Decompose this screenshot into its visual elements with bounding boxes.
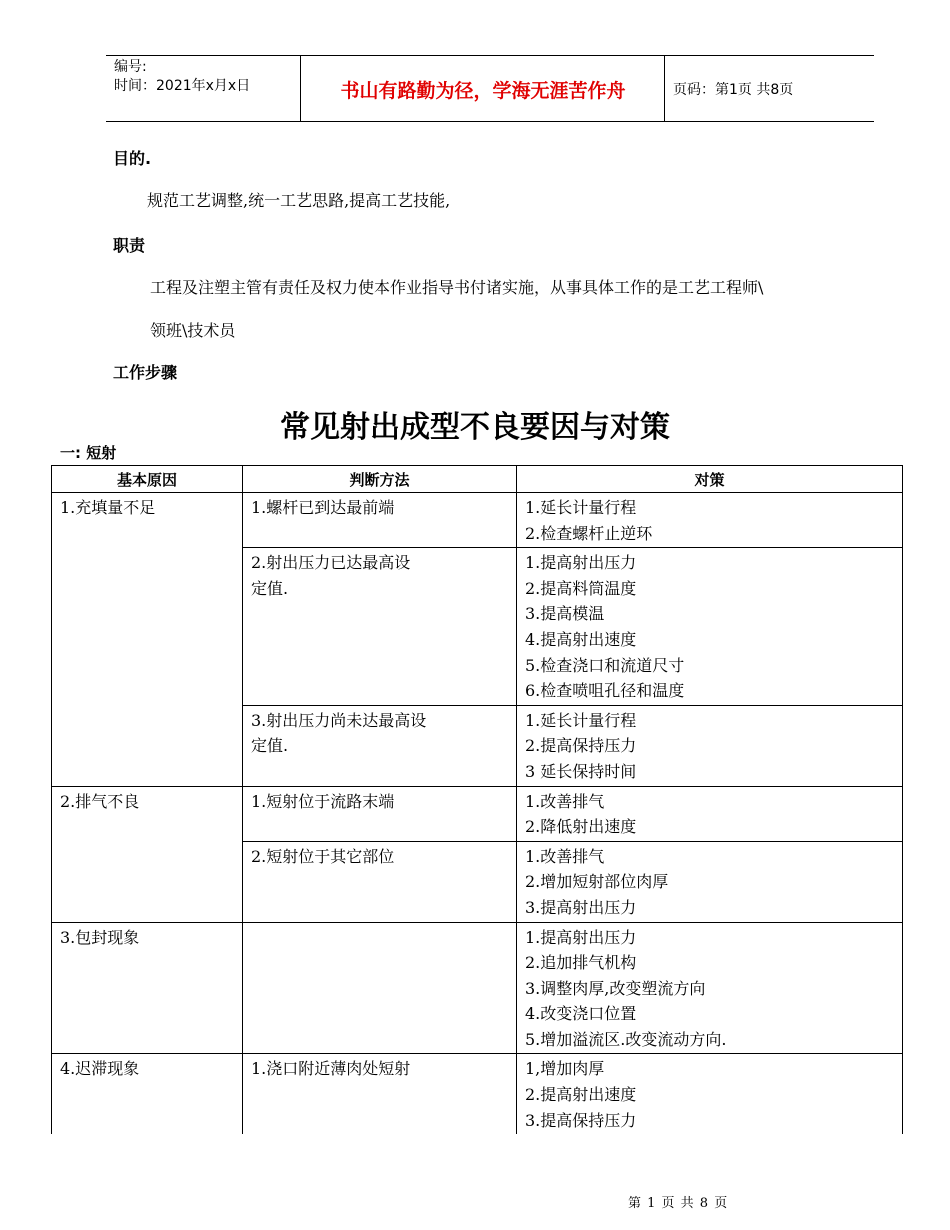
subsection-heading: 一: 短射 <box>60 444 117 462</box>
method-cell <box>243 922 517 1054</box>
header-divider-2 <box>664 56 665 121</box>
header-meta <box>114 58 250 96</box>
header-bottom-rule <box>106 121 874 122</box>
method-text: 1.螺杆已到达最前端 <box>251 498 395 517</box>
method-cell <box>243 705 517 786</box>
method-cell <box>243 841 517 922</box>
measure-item: 1.延长计量行程 <box>525 498 637 517</box>
method-text: 定值. <box>251 578 289 598</box>
method-cell <box>243 548 517 706</box>
method-text: 1.短射位于流路末端 <box>251 791 395 811</box>
measures-cell <box>517 841 903 922</box>
table-row <box>52 493 903 548</box>
method-text: 定值. <box>251 736 289 756</box>
header-page-number: 页码：第1页 共8页 <box>673 82 794 98</box>
measure-item: 1,增加肉厚 <box>525 1059 605 1079</box>
method-text: 2.短射位于其它部位 <box>251 846 395 866</box>
measure-item: 5.检查浇口和流道尺寸 <box>525 655 685 675</box>
header-divider-1 <box>300 56 301 121</box>
cause-cell <box>52 922 243 1054</box>
method-text: 3.射出压力尚未达最高设 <box>251 710 427 730</box>
measure-item: 3.调整肉厚,改变塑流方向 <box>525 978 706 998</box>
measures-cell <box>517 705 903 786</box>
measure-item: 2.提高射出速度 <box>525 1085 637 1105</box>
page-footer: 第 1 页 共 8 页 <box>628 1196 729 1211</box>
column-header-measures: 对策 <box>517 466 903 493</box>
duty-heading: 职责 <box>113 236 146 255</box>
measure-item: 6.检查喷咀孔径和温度 <box>525 681 685 701</box>
measure-item: 4.改变浇口位置 <box>525 1004 637 1024</box>
table-row <box>52 786 903 841</box>
method-text: 1.浇口附近薄肉处短射 <box>251 1059 411 1079</box>
defect-countermeasure-table <box>51 465 903 1134</box>
measure-item: 2.降低射出速度 <box>525 817 637 837</box>
method-cell <box>243 493 517 548</box>
cause-text: 4.迟滞现象 <box>60 1059 140 1079</box>
method-cell <box>243 1054 517 1134</box>
cause-cell <box>52 786 243 922</box>
header-top-rule <box>106 55 874 56</box>
measure-item: 1.改善排气 <box>525 791 605 811</box>
column-header-cause: 基本原因 <box>52 466 243 493</box>
steps-heading: 工作步骤 <box>113 363 178 382</box>
cause-cell <box>52 493 243 787</box>
measure-item: 4.提高射出速度 <box>525 629 637 649</box>
measure-item: 3.提高射出压力 <box>525 897 637 917</box>
measure-item: 2.增加短射部位肉厚 <box>525 872 669 892</box>
table-header-row <box>52 466 903 493</box>
measures-cell <box>517 548 903 706</box>
document-number-label: 编号: <box>114 59 147 75</box>
measure-item: 3.提高模温 <box>525 604 605 624</box>
measure-item: 1.提高射出压力 <box>525 927 637 947</box>
measure-item: 1.改善排气 <box>525 846 605 866</box>
measures-cell <box>517 786 903 841</box>
measure-item: 3 延长保持时间 <box>525 761 637 781</box>
measure-item: 2.检查螺杆止逆环 <box>525 523 653 543</box>
measure-item: 2.提高保持压力 <box>525 736 637 756</box>
cause-text: 3.包封现象 <box>60 927 140 947</box>
measure-item: 1.延长计量行程 <box>525 710 637 730</box>
document-time-label: 时间：2021年x月x日 <box>114 78 251 94</box>
measures-cell <box>517 922 903 1054</box>
duty-text-line2: 领班\技术员 <box>150 321 236 340</box>
table-row <box>52 922 903 1054</box>
document-title: 常见射出成型不良要因与对策 <box>280 410 670 445</box>
method-text: 2.射出压力已达最高设 <box>251 553 411 573</box>
measures-cell <box>517 1054 903 1134</box>
cause-cell <box>52 1054 243 1134</box>
purpose-heading: 目的. <box>113 149 152 168</box>
purpose-text: 规范工艺调整,统一工艺思路,提高工艺技能, <box>147 191 451 210</box>
measure-item: 1.提高射出压力 <box>525 553 637 573</box>
cause-text: 2.排气不良 <box>60 791 140 811</box>
measure-item: 2.追加排气机构 <box>525 953 637 973</box>
header-motto: 书山有路勤为径，学海无涯苦作舟 <box>340 80 626 102</box>
measure-item: 2.提高料筒温度 <box>525 578 637 598</box>
method-cell <box>243 786 517 841</box>
column-header-method: 判断方法 <box>243 466 517 493</box>
measure-item: 5.增加溢流区.改变流动方向. <box>525 1029 727 1049</box>
measure-item: 3.提高保持压力 <box>525 1110 637 1130</box>
cause-text: 1.充填量不足 <box>60 498 156 517</box>
measures-cell <box>517 493 903 548</box>
duty-text-line1: 工程及注塑主管有责任及权力使本作业指导书付诸实施，从事具体工作的是工艺工程师\ <box>150 278 764 297</box>
table-row <box>52 1054 903 1134</box>
